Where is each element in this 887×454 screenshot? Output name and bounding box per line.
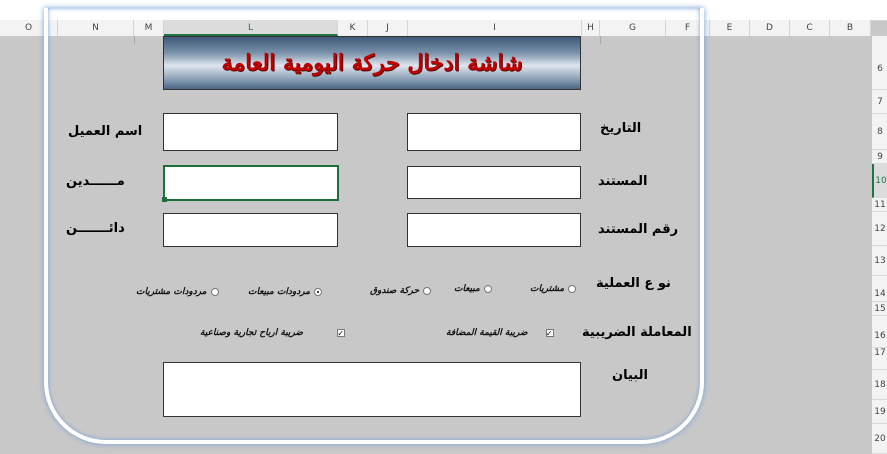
option-cash-movement[interactable] xyxy=(370,286,431,296)
column-header[interactable]: O xyxy=(0,20,58,36)
row-header[interactable]: 11 xyxy=(872,198,887,212)
label-tax-treatment: المعاملة الضريبية xyxy=(582,325,692,340)
column-header-selected[interactable]: L xyxy=(164,20,338,36)
option-label: مبيعات xyxy=(454,284,480,294)
document-number-field[interactable] xyxy=(407,213,581,247)
column-header[interactable]: C xyxy=(790,20,830,36)
radio-purchases[interactable] xyxy=(568,285,576,293)
label-description: البيان xyxy=(612,368,648,383)
date-field[interactable] xyxy=(407,113,581,151)
column-header[interactable]: G xyxy=(600,20,666,36)
checkbox-vat[interactable]: ✓ xyxy=(545,329,553,338)
fill-handle[interactable] xyxy=(162,197,167,202)
label-document: المستند xyxy=(598,174,648,189)
document-field[interactable] xyxy=(407,166,581,199)
credit-field[interactable] xyxy=(163,213,338,247)
row-header[interactable]: 9 xyxy=(872,150,887,164)
customer-name-field[interactable] xyxy=(163,113,338,151)
checkbox-commercial-tax[interactable]: ✓ xyxy=(337,329,345,338)
column-header[interactable]: F xyxy=(666,20,710,36)
form-title: شاشة ادخال حركة اليومية العامة xyxy=(221,50,523,76)
radio-sales-returns[interactable] xyxy=(314,288,322,296)
option-purchases[interactable] xyxy=(530,284,576,294)
radio-cash-movement[interactable] xyxy=(423,287,431,295)
row-header[interactable]: 7 xyxy=(872,90,887,114)
option-vat[interactable] xyxy=(446,328,554,338)
label-operation-type: نو ع العملية xyxy=(596,276,671,291)
option-label: مردودات مبيعات xyxy=(248,287,311,297)
row-header[interactable]: 17 xyxy=(872,348,887,370)
option-commercial-tax[interactable] xyxy=(200,328,345,338)
radio-sales[interactable] xyxy=(484,285,492,293)
option-label: مشتريات xyxy=(530,284,565,294)
column-header[interactable]: N xyxy=(58,20,134,36)
description-field[interactable] xyxy=(163,362,581,417)
option-purchase-returns[interactable] xyxy=(136,287,219,297)
column-header[interactable]: J xyxy=(368,20,408,36)
row-header[interactable]: 19 xyxy=(872,400,887,424)
option-label: ضريبة ارباح تجارية وصناعية xyxy=(200,328,304,338)
column-header[interactable]: E xyxy=(710,20,750,36)
radio-purchase-returns[interactable] xyxy=(211,288,219,296)
column-header[interactable]: M xyxy=(134,20,164,36)
label-document-number: رقم المستند xyxy=(598,222,679,237)
debit-field[interactable] xyxy=(163,165,339,201)
label-debit: مــــــدين xyxy=(66,174,125,189)
column-header[interactable]: D xyxy=(750,20,790,36)
option-sales[interactable] xyxy=(454,284,492,294)
row-header[interactable]: 6 xyxy=(872,36,887,90)
option-sales-returns[interactable] xyxy=(248,287,322,297)
form-title-banner xyxy=(163,36,581,90)
row-header[interactable]: 16 xyxy=(872,316,887,348)
option-label: مردودات مشتريات xyxy=(136,287,207,297)
label-customer-name: اسم العميل xyxy=(68,124,143,139)
option-label: ضريبة القيمة المضافة xyxy=(446,328,528,338)
column-header[interactable]: B xyxy=(830,20,871,36)
row-header[interactable]: 12 xyxy=(872,212,887,246)
label-date: التاريخ xyxy=(600,121,642,136)
option-label: حركة صندوق xyxy=(370,286,420,296)
row-header[interactable]: 8 xyxy=(872,114,887,150)
label-credit: دائـــــــن xyxy=(66,221,125,236)
row-header[interactable]: 14 xyxy=(872,276,887,302)
column-header[interactable]: I xyxy=(408,20,582,36)
row-header-selected[interactable]: 10 xyxy=(872,164,887,198)
row-header-bar xyxy=(871,36,887,454)
row-header[interactable]: 15 xyxy=(872,302,887,316)
row-header[interactable]: 13 xyxy=(872,246,887,276)
row-header[interactable]: 20 xyxy=(872,424,887,454)
column-header[interactable]: H xyxy=(582,20,600,36)
column-header[interactable]: K xyxy=(338,20,368,36)
row-header[interactable]: 18 xyxy=(872,370,887,400)
